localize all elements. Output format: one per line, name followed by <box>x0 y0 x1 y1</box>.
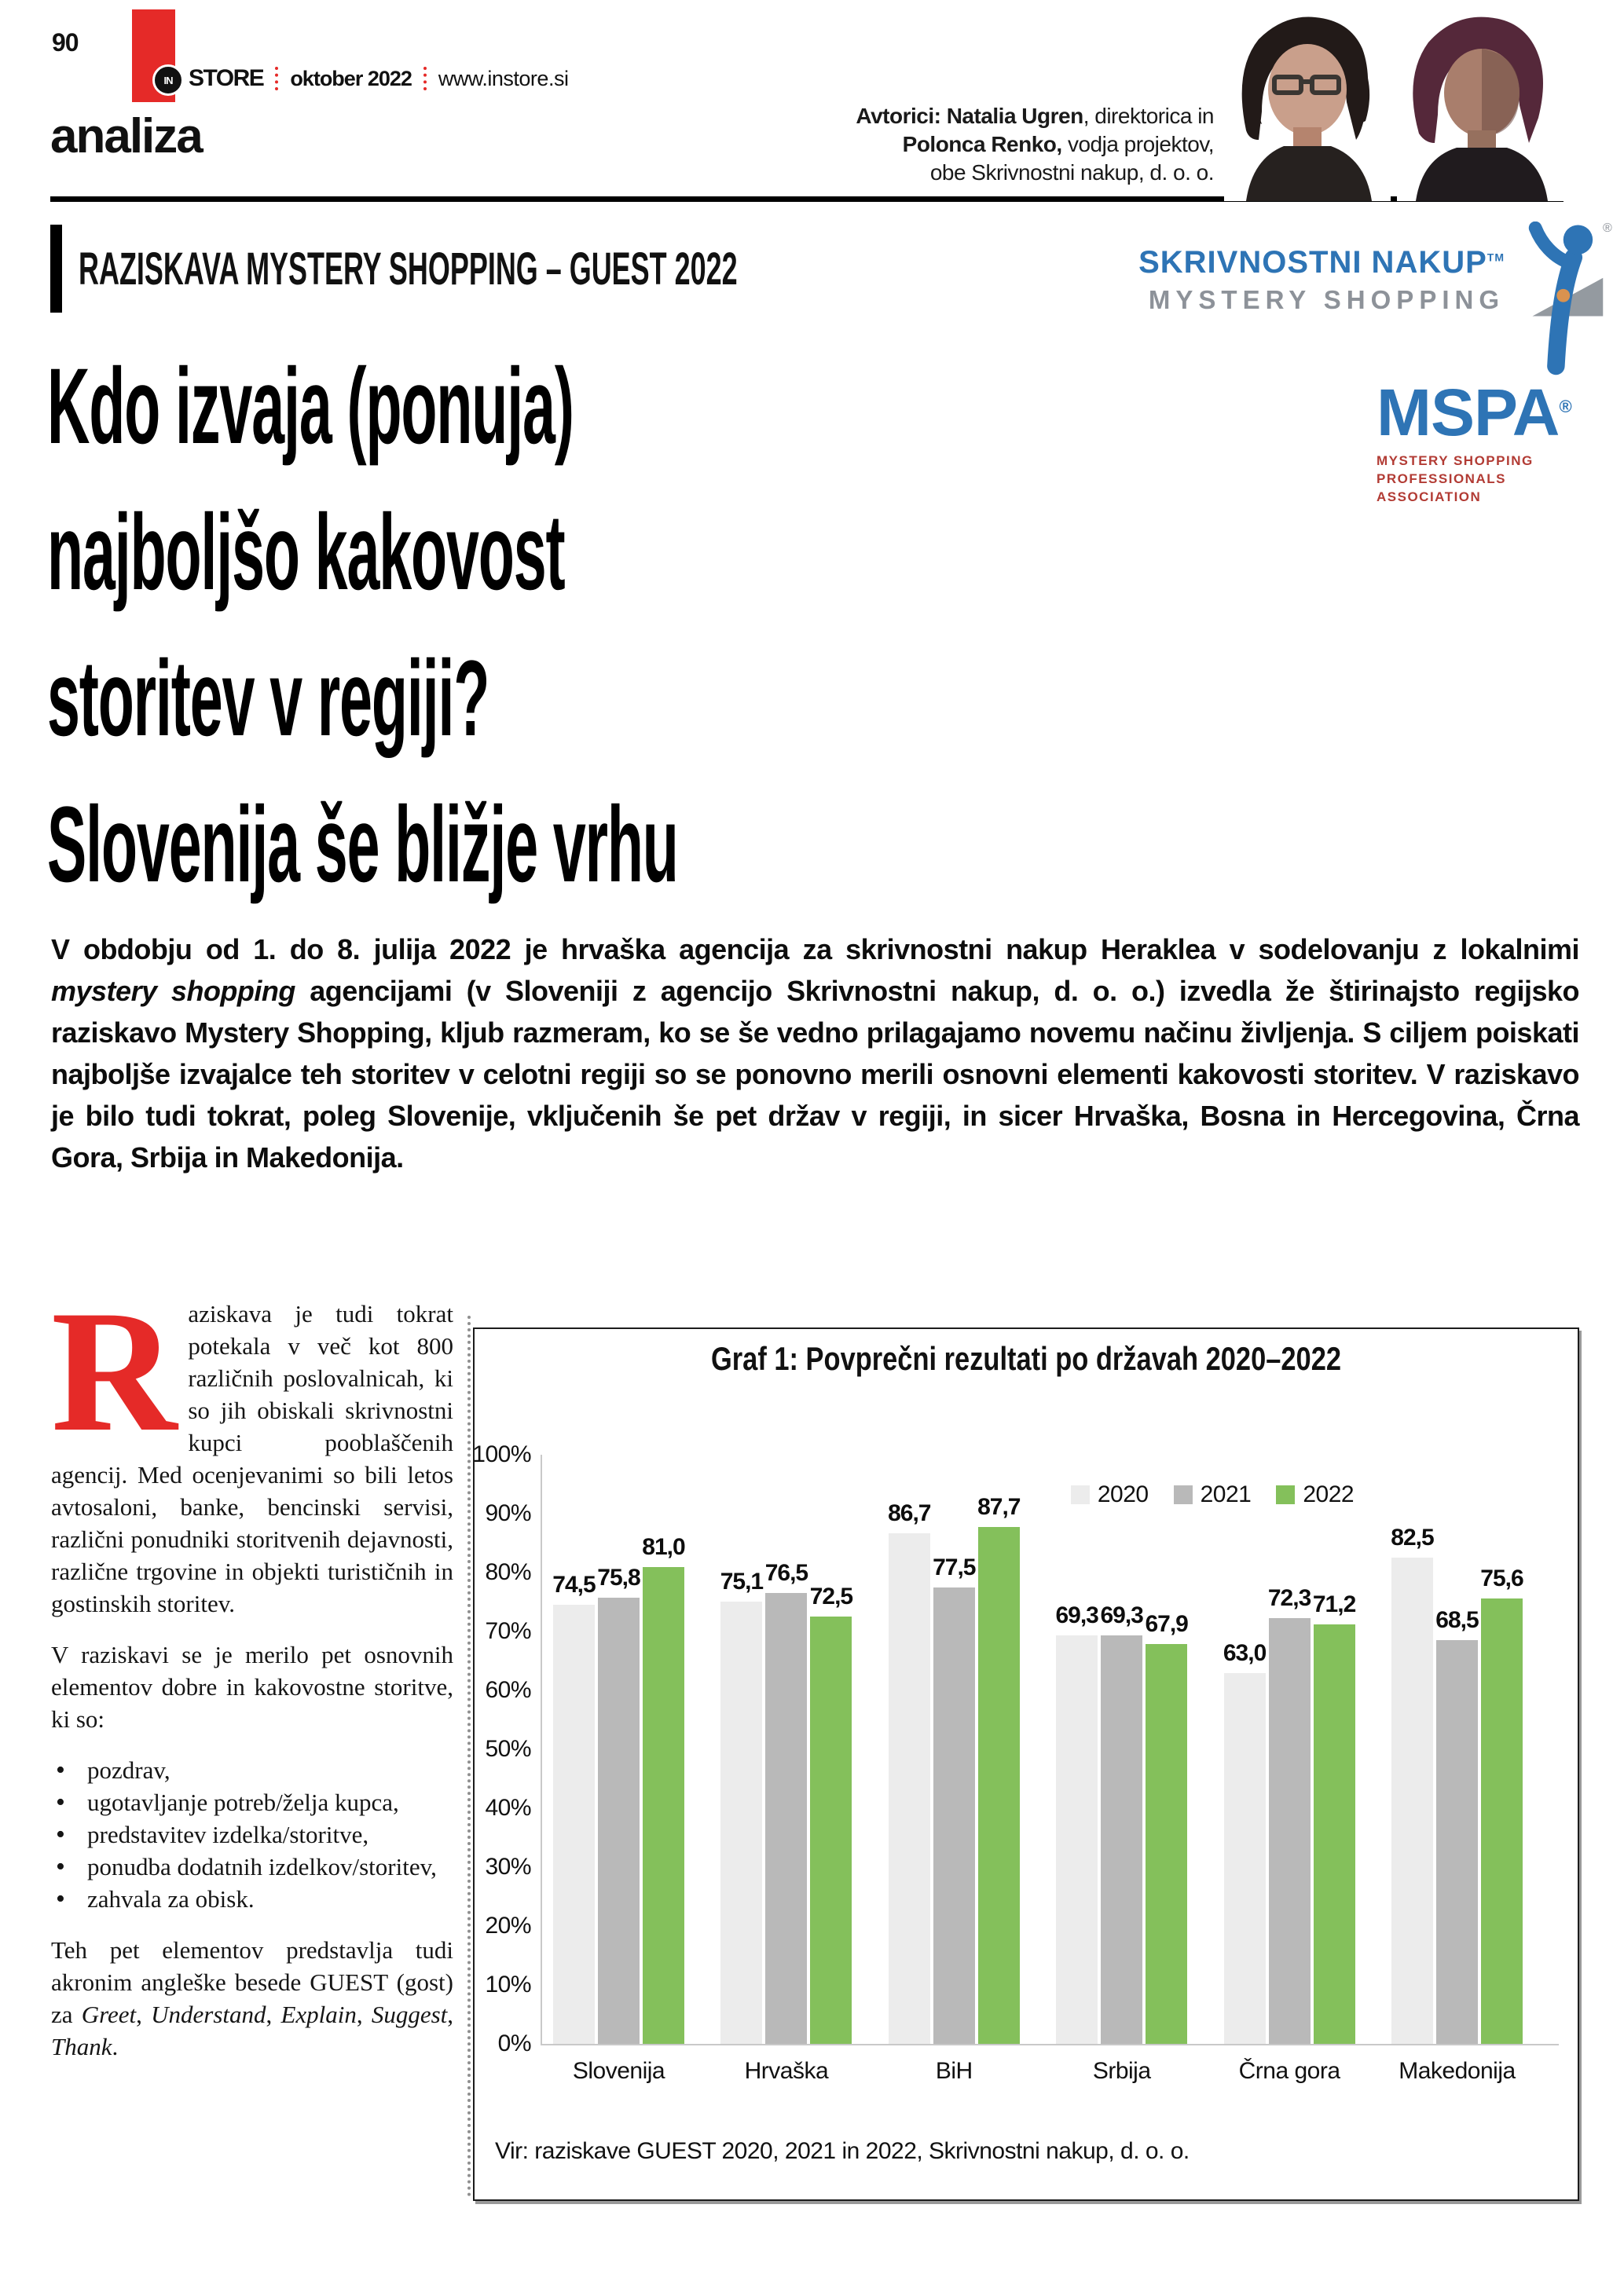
main-title <box>47 334 678 918</box>
title-line: storitev v regiji? <box>47 639 489 759</box>
instore-logo-icon: IN <box>152 64 184 96</box>
mystery-shopper-figure-icon <box>1515 222 1606 375</box>
bar-2022-Hrvaška <box>809 1584 853 2044</box>
authors-line-3: obe Skrivnostni nakup, d. o. o. <box>929 160 1214 185</box>
y-tick-label: 80% <box>485 1559 531 1585</box>
legend-label: 2022 <box>1303 1481 1355 1507</box>
bullet-item: • zahvala za obisk. <box>51 1883 453 1915</box>
legend-item-2020 <box>1071 1481 1149 1508</box>
bar-2022-Slovenija <box>642 1533 685 2045</box>
y-tick-label: 70% <box>485 1618 531 1644</box>
data-label: 77,5 <box>933 1554 976 1580</box>
bar-2020-Hrvaška <box>720 1568 764 2044</box>
title-line: najboljšo kakovost <box>47 493 565 613</box>
data-label: 68,5 <box>1435 1607 1479 1634</box>
x-axis-label: Slovenija <box>572 2058 665 2084</box>
bar-2020-Srbija <box>1055 1602 1098 2044</box>
chart-title: Graf 1: Povprečni rezultati po državah 2020–2022 <box>710 1340 1342 1377</box>
data-label: 72,3 <box>1267 1584 1311 1611</box>
x-axis-label: Hrvaška <box>744 2058 829 2084</box>
bar-2020-Makedonija <box>1391 1525 1434 2044</box>
y-tick-label: 50% <box>485 1736 531 1762</box>
y-tick-label: 90% <box>485 1500 531 1526</box>
mspa-wordmark: MSPA® <box>1377 375 1571 449</box>
bar-2020-Slovenija <box>552 1572 596 2044</box>
bars-area <box>542 1455 1559 2084</box>
body-paragraph-3: Teh pet elementov predstavlja tudi akronim angleške besede GUEST (gost) za Greet, Understand, Explain, Suggest, Thank. <box>51 1936 454 2060</box>
data-label: 81,0 <box>642 1533 685 1560</box>
bar-2020-Črna gora <box>1223 1639 1267 2045</box>
page-number: 90 <box>52 28 79 57</box>
data-label: 75,8 <box>597 1564 640 1591</box>
legend-item-2022 <box>1276 1481 1354 1508</box>
mspa-subtitle: MYSTERY SHOPPING PROFESSIONALS ASSOCIATION <box>1377 453 1534 504</box>
mspa-logo <box>1377 371 1604 506</box>
bar-group <box>552 1455 685 2084</box>
bar-group <box>888 1455 1021 2084</box>
author-photo-natalia <box>1224 8 1391 201</box>
legend-swatch <box>1276 1485 1295 1504</box>
section-label: analiza <box>50 109 202 163</box>
bar-2021-Hrvaška <box>764 1560 808 2044</box>
chart-plot-area <box>472 1441 1559 2084</box>
legend-label: 2021 <box>1200 1481 1252 1507</box>
bullet-list <box>51 1754 453 1915</box>
drop-cap: R <box>51 1275 178 1468</box>
data-label: 71,2 <box>1312 1591 1356 1617</box>
y-tick-label: 10% <box>485 1972 531 1998</box>
bullet-item: • pozdrav, <box>51 1754 453 1786</box>
bar-2022-BiH <box>977 1494 1021 2044</box>
x-axis-label: BiH <box>935 2058 973 2084</box>
bullet-item: • ponudba dodatnih izdelkov/storitev, <box>51 1851 453 1883</box>
skrivnostni-nakup-wordmark: SKRIVNOSTNI NAKUP™ <box>1138 245 1505 280</box>
masthead-separator <box>423 67 427 90</box>
registered-symbol: ® <box>1603 222 1612 235</box>
y-tick-label: 100% <box>472 1441 531 1467</box>
y-tick-label: 0% <box>497 2031 531 2056</box>
lead-paragraph: V obdobju od 1. do 8. julija 2022 je hrvaška agencija za skrivnostni nakup Heraklea v sodelovanju z lokalnimi mystery shopping agencijami (v Sloveniji z agencijo Skrivnostni nakup, d. o. o.) izvedla že štirinajsto regijsko raziskavo Mystery Shopping, kljub razmeram, ko se še vedno prilagajamo novemu načinu življenja. S ciljem poiskati najboljše izvajalce teh storitev v celotni regiji so se ponovno merili osnovni elementi kakovosti storitev. V raziskavo je bilo tudi tokrat, poleg Slovenije, vključenih še pet držav v regiji, in sicer Hrvaška, Bosna in Hercegovina, Črna Gora, Srbija in Makedonija. <box>51 933 1580 1174</box>
data-label: 63,0 <box>1223 1639 1267 1666</box>
bar-2020-BiH <box>888 1500 931 2044</box>
masthead-website: www.instore.si <box>438 66 569 90</box>
kicker-bar <box>50 225 62 313</box>
bar-2021-Črna gora <box>1267 1584 1311 2044</box>
bullet-item: • predstavitev izdelka/storitve, <box>51 1818 453 1851</box>
x-axis-label: Makedonija <box>1399 2058 1516 2084</box>
kicker-heading: RAZISKAVA MYSTERY SHOPPING – GUEST 2022 <box>79 243 738 295</box>
author-photos <box>1224 8 1564 201</box>
data-label: 82,5 <box>1391 1525 1434 1551</box>
body-column <box>51 1275 454 2082</box>
y-tick-label: 30% <box>485 1854 531 1880</box>
column-divider <box>467 1316 471 2197</box>
legend-item-2021 <box>1174 1481 1252 1508</box>
masthead-issue: oktober 2022 <box>290 66 412 90</box>
x-axis-label: Srbija <box>1092 2058 1151 2084</box>
data-label: 72,5 <box>809 1584 853 1610</box>
data-label: 69,3 <box>1055 1602 1098 1629</box>
bar-group <box>1391 1455 1523 2084</box>
chart-legend <box>1071 1481 1354 1508</box>
data-label: 87,7 <box>977 1494 1021 1521</box>
y-tick-label: 20% <box>485 1913 531 1939</box>
data-label: 86,7 <box>888 1500 931 1526</box>
bar-2021-Makedonija <box>1435 1607 1479 2044</box>
bullet-item: • ugotavljanje potreb/želja kupca, <box>51 1786 453 1818</box>
masthead-brand: STORE <box>189 65 264 91</box>
bar-2022-Srbija <box>1145 1610 1188 2044</box>
title-line: Kdo izvaja (ponuja) <box>47 346 574 467</box>
legend-label: 2020 <box>1097 1481 1149 1507</box>
authors-line-1: Avtorici: Natalia Ugren, direktorica in <box>856 104 1214 128</box>
title-line: Slovenija še bližje vrhu <box>47 785 678 905</box>
trademark-symbol: TM <box>1487 251 1505 264</box>
author-photo-polonca <box>1397 8 1564 201</box>
data-label: 75,1 <box>720 1568 764 1595</box>
legend-swatch <box>1071 1485 1090 1504</box>
x-axis-label: Črna gora <box>1238 2058 1340 2084</box>
mystery-shopping-wordmark: MYSTERY SHOPPING <box>1148 285 1505 314</box>
authors-line-2: Polonca Renko, vodja projektov, <box>902 132 1214 156</box>
data-label: 69,3 <box>1100 1602 1143 1629</box>
data-label: 67,9 <box>1145 1610 1188 1637</box>
bar-group <box>1223 1455 1356 2084</box>
data-label: 75,6 <box>1480 1565 1523 1591</box>
masthead <box>189 61 568 96</box>
y-tick-label: 60% <box>485 1677 531 1703</box>
data-label: 76,5 <box>764 1560 808 1587</box>
bar-2021-Slovenija <box>597 1564 640 2045</box>
y-tick-label: 40% <box>485 1795 531 1821</box>
body-paragraph-2: V raziskavi se je merilo pet osnovnih elementov dobre in kakovostne storitve, ki so: <box>51 1641 453 1733</box>
bar-group <box>1055 1455 1188 2084</box>
skrivnostni-nakup-logo <box>1135 245 1505 315</box>
bar-2021-BiH <box>933 1554 976 2044</box>
registered-symbol: ® <box>1559 397 1571 416</box>
bar-group <box>720 1455 853 2084</box>
bar-2021-Srbija <box>1100 1602 1143 2044</box>
bar-2022-Črna gora <box>1312 1591 1356 2044</box>
body-paragraph-1: Raziskava je tudi tokrat potekala v več kot 800 različnih poslovalnicah, ki so jih obiskali skrivnostni kupci pooblaščenih agencij. Med ocenjevanimi so bili letos avtosaloni, banke, bencinski servisi, različni ponudniki storitvenih dejavnosti, različne trgovine in objekti turističnih in gostinskih storitev. <box>51 1275 453 1617</box>
legend-swatch <box>1174 1485 1193 1504</box>
authors-block <box>440 102 1214 187</box>
bar-2022-Makedonija <box>1480 1565 1523 2044</box>
masthead-separator <box>275 67 278 90</box>
chart-panel <box>473 1327 1579 2201</box>
data-label: 74,5 <box>552 1572 596 1598</box>
chart-source: Vir: raziskave GUEST 2020, 2021 in 2022, Skrivnostni nakup, d. o. o. <box>495 2138 1190 2164</box>
